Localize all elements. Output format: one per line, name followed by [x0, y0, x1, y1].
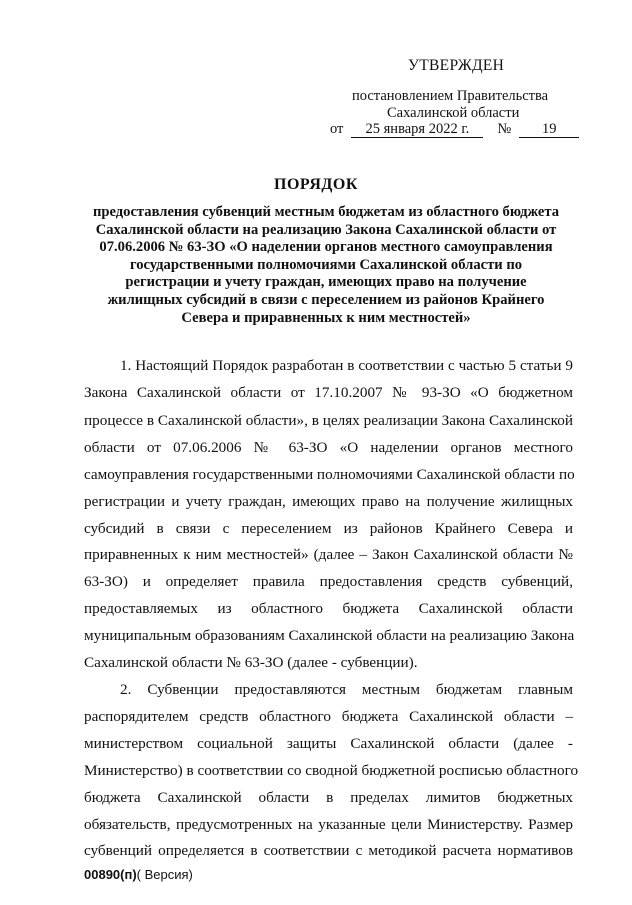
subtitle-line: регистрации и учету граждан, имеющих право на получение — [125, 274, 527, 291]
paragraph-1-line: муниципальным образованиям Сахалинской области на реализацию Закона — [84, 627, 575, 644]
paragraph-1-line: Сахалинской области № 63-ЗО (далее - субвенции). — [84, 654, 418, 671]
decree-line-1: постановлением Правительства — [352, 88, 549, 104]
approved-stamp: УТВЕРЖДЕН — [408, 57, 505, 74]
subtitle-line: государственными полномочиями Сахалинской области по — [129, 256, 523, 273]
subtitle-line: жилищных субсидий в связи с переселением из районов Крайнего — [107, 291, 545, 308]
paragraph-2-line: Министерство) в соответствии со сводной бюджетной росписью областного — [84, 762, 579, 779]
from-label: от — [330, 121, 344, 137]
paragraph-1-line: процессе в Сахалинской области», в целях реализации Закона Сахалинской — [84, 412, 573, 429]
subtitle-line: 07.06.2006 № 63-ЗО «О наделении органов местного самоуправления — [99, 239, 553, 256]
decree-date-number — [330, 121, 579, 138]
decree-number: 19 — [519, 122, 579, 138]
paragraph-2-line: 2. Субвенции предоставляются местным бюджетам главным — [120, 681, 573, 698]
decree-line-2: Сахалинской области — [387, 105, 520, 121]
document-title: ПОРЯДОК — [274, 176, 358, 193]
paragraph-1-line: 63-ЗО) и определяет правила предоставления средств субвенций, — [84, 573, 573, 590]
subtitle-line: Севера и приравненных к ним местностей» — [181, 309, 471, 326]
document-code: 00890(п) — [84, 867, 137, 882]
paragraph-1-line: самоуправления государственными полномочиями Сахалинской области по — [84, 466, 575, 483]
paragraph-1-line: регистрации и учету граждан, имеющих право на получение жилищных — [84, 493, 573, 510]
paragraph-1-line: предоставляемых из областного бюджета Сахалинской области — [84, 600, 573, 617]
decree-date: 25 января 2022 г. — [351, 122, 483, 138]
document-footer — [84, 867, 193, 882]
subtitle-line: предоставления субвенций местным бюджетам из областного бюджета — [92, 204, 560, 220]
paragraph-1-line: приравненных к ним местностей» (далее – Закон Сахалинской области № — [84, 546, 573, 563]
paragraph-2-line: министерством социальной защиты Сахалинской области (далее - — [84, 735, 573, 752]
paragraph-2-line: бюджета Сахалинской области в пределах лимитов бюджетных — [84, 789, 573, 806]
paragraph-2-line: субвенций определяется в соответствии с методикой расчета нормативов — [84, 842, 573, 859]
paragraph-1-line: Закона Сахалинской области от 17.10.2007 № 93-ЗО «О бюджетном — [84, 384, 573, 401]
paragraph-2-line: распорядителем средств областного бюджета Сахалинской области – — [84, 708, 573, 725]
document-version: ( Версия) — [136, 867, 193, 882]
number-label: № — [497, 121, 512, 137]
paragraph-1-line: области от 07.06.2006 № 63-ЗО «О наделении органов местного — [84, 439, 573, 456]
paragraph-2-line: обязательств, предусмотренных на указанные цели Министерству. Размер — [84, 816, 573, 833]
subtitle-line: Сахалинской области на реализацию Закона Сахалинской области от — [95, 221, 557, 238]
paragraph-1-line: субсидий в связи с переселением из районов Крайнего Севера и — [84, 520, 573, 537]
paragraph-1-line: 1. Настоящий Порядок разработан в соответствии с частью 5 статьи 9 — [120, 357, 573, 374]
document-subtitle — [70, 204, 582, 327]
